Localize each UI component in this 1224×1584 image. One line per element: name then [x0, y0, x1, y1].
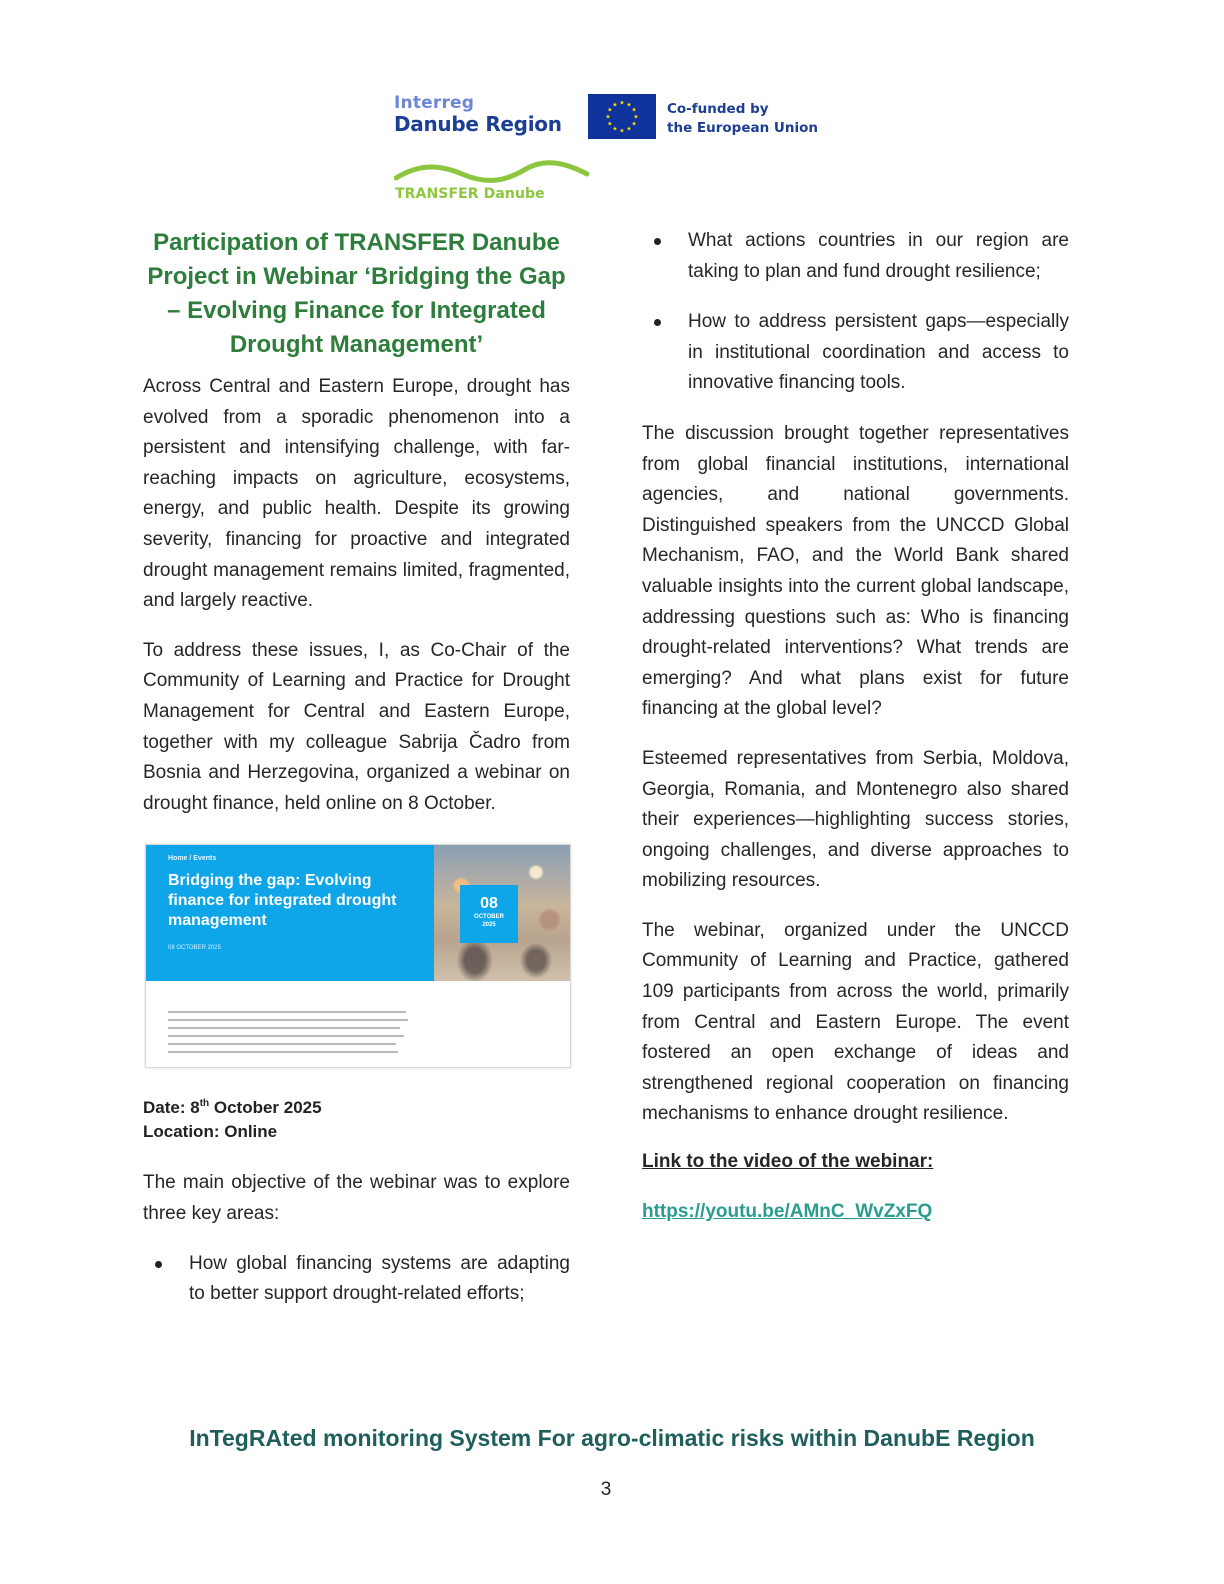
eu-star-icon: ★ — [626, 126, 632, 133]
eu-star-icon: ★ — [612, 126, 618, 133]
discussion-paragraph: The discussion brought together representatives from global financial institutions, international agencies, and national governments. Distinguished speakers from the UNCCD Global Mechanism, FAO, and the World Bank shared valuable insights into the current global landscape, addressing questions such as: Who is financing drought-related interventions? What trends are emerging? And what plans exist for future financing at the global level? — [642, 422, 1069, 720]
objective-intro: The main objective of the webinar was to explore three key areas: — [143, 1172, 570, 1224]
eu-label-line2: the European Union — [667, 120, 819, 136]
event-location: Location: Online — [143, 1122, 278, 1142]
event-title: Bridging the gap: Evolving finance for integrated drought management — [168, 872, 397, 930]
representatives-paragraph: Esteemed representatives from Serbia, Moldova, Georgia, Romania, and Montenegro also shared their experiences—highlighting success stories, ongoing challenges, and diverse approaches to mobilizing resources. — [642, 747, 1069, 892]
eu-star-icon: ★ — [607, 121, 613, 128]
transfer-wave-icon — [394, 160, 589, 184]
event-date-small: 08 OCTOBER 2025 — [168, 945, 221, 952]
event-date-month: OCTOBER — [474, 914, 504, 921]
event-date-badge — [460, 885, 518, 943]
page-number: 3 — [600, 1479, 612, 1500]
eu-star-icon: ★ — [605, 114, 611, 121]
interreg-logo-line2: Danube Region — [394, 112, 562, 136]
event-breadcrumb: Home / Events — [168, 855, 217, 863]
event-date-year: 2025 — [482, 922, 496, 929]
interreg-danube-logo — [394, 94, 562, 136]
transfer-danube-logo-text: TRANSFER Danube — [395, 186, 545, 202]
eu-star-icon: ★ — [612, 102, 618, 109]
intro-paragraph: Across Central and Eastern Europe, drought has evolved from a sporadic phenomenon into a persistent and intensifying challenge, with far-reaching impacts on agriculture, ecosystems, energy, and public health. Despite its growing severity, financing for proactive and integrated drought management remains limited, fragmented, and largely reactive. — [143, 376, 570, 612]
eu-star-icon: ★ — [631, 107, 637, 114]
eu-star-icon: ★ — [631, 121, 637, 128]
event-page-screenshot — [145, 844, 571, 1068]
list-item: What actions countries in our region are taking to plan and fund drought resilience; — [642, 226, 1069, 287]
footer-project-tagline: InTegRAted monitoring System For agro-climatic risks within DanubE Region — [189, 1425, 1035, 1451]
list-item: How to address persistent gaps—especially in institutional coordination and access to innovative financing tools. — [642, 307, 1069, 399]
bullet-icon — [654, 238, 661, 245]
bullet-icon — [155, 1261, 162, 1268]
event-description-blurred — [168, 1011, 408, 1059]
organizer-paragraph: To address these issues, I, as Co-Chair of the Community of Learning and Practice for Drought Management for Central and Eastern Europe, together with my colleague Sabrija Čadro from Bosnia and Herzegovina, organized a webinar on drought finance, held online on 8 October. — [143, 639, 570, 814]
eu-label-line1: Co-funded by — [667, 101, 769, 117]
objective-list-part2 — [642, 226, 1069, 399]
article-title: Participation of TRANSFER Danube Project in Webinar ‘Bridging the Gap – Evolving Finance for Integrated Drought Management’ — [147, 229, 566, 358]
event-banner — [146, 845, 434, 981]
video-link-label: Link to the video of the webinar: — [642, 1151, 934, 1173]
eu-flag-icon — [588, 94, 656, 139]
right-column — [642, 226, 1069, 1225]
event-photo — [434, 845, 570, 981]
interreg-logo-line1: Interreg — [394, 93, 475, 113]
list-item: How global financing systems are adapting to better support drought-related efforts; — [143, 1249, 570, 1310]
header-logos — [394, 94, 834, 206]
event-meta — [143, 1096, 570, 1144]
event-date-day: 08 — [480, 895, 498, 913]
eu-star-icon: ★ — [633, 114, 639, 121]
eu-cofunded-label — [667, 100, 818, 138]
left-column — [143, 226, 570, 1330]
event-date: Date: 8th October 2025 — [143, 1098, 322, 1118]
eu-star-icon: ★ — [619, 128, 625, 135]
participants-paragraph: The webinar, organized under the UNCCD Community of Learning and Practice, gathered 109 participants from across the world, primarily from Central and Eastern Europe. The event fostered an open exchange of ideas and strengthened regional cooperation on financing mechanisms to enhance drought resilience. — [642, 919, 1069, 1125]
eu-star-icon: ★ — [607, 107, 613, 114]
video-link[interactable]: https://youtu.be/AMnC_WvZxFQ — [642, 1201, 933, 1223]
eu-star-icon: ★ — [619, 100, 625, 107]
objective-list-part1 — [143, 1249, 570, 1310]
bullet-icon — [654, 319, 661, 326]
eu-star-icon: ★ — [626, 102, 632, 109]
